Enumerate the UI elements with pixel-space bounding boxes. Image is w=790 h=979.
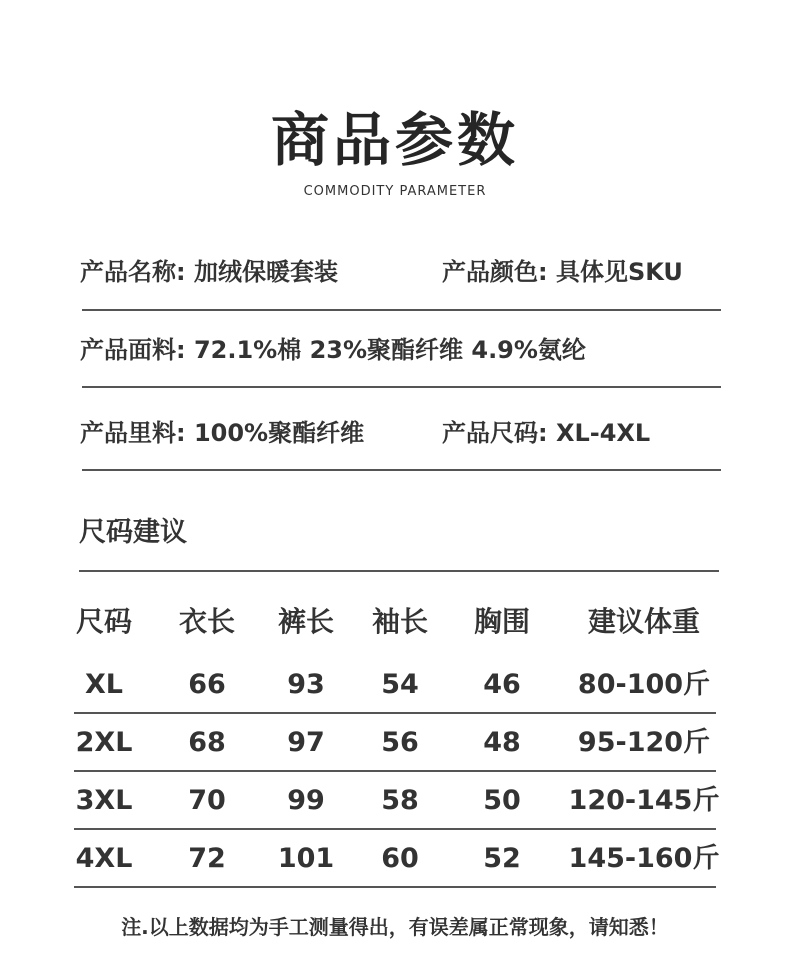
table-header-top-length: 衣长 [178, 605, 235, 638]
table-cell: 99 [287, 785, 325, 816]
table-cell: 97 [287, 727, 325, 758]
table-cell: 93 [287, 669, 325, 700]
table-cell: 60 [381, 843, 419, 874]
table-cell: 70 [188, 785, 226, 816]
table-cell: 120-145斤 [568, 785, 720, 816]
table-cell: 101 [277, 843, 335, 874]
table-cell: 52 [483, 843, 521, 874]
param-product-color: 产品颜色: 具体见SKU [442, 258, 683, 286]
param-product-name: 产品名称: 加绒保暖套装 [80, 258, 338, 286]
table-row-divider [74, 712, 716, 714]
table-cell: 56 [381, 727, 419, 758]
param-fabric: 产品面料: 72.1%棉 23%聚酯纤维 4.9%氨纶 [80, 336, 586, 364]
table-cell: 145-160斤 [568, 843, 720, 874]
size-section-title: 尺码建议 [79, 517, 187, 548]
table-cell: 2XL [75, 727, 133, 758]
table-cell: 72 [188, 843, 226, 874]
table-cell: 80-100斤 [577, 669, 711, 700]
table-row-divider [74, 828, 716, 830]
table-cell: 54 [381, 669, 419, 700]
table-cell: 95-120斤 [577, 727, 711, 758]
footer-note: 注.以上数据均为手工测量得出，有误差属正常现象，请知悉！ [121, 915, 669, 939]
table-header-sleeve-length: 袖长 [371, 605, 428, 638]
table-cell: 58 [381, 785, 419, 816]
page-subtitle: COMMODITY PARAMETER [303, 184, 487, 199]
table-header-chest: 胸围 [473, 605, 530, 638]
table-cell: 3XL [75, 785, 133, 816]
table-cell: 46 [483, 669, 521, 700]
table-header-weight: 建议体重 [587, 605, 700, 638]
table-cell: 4XL [75, 843, 133, 874]
page-title: 商品参数 [270, 106, 519, 174]
table-cell: 50 [483, 785, 521, 816]
table-cell: XL [84, 669, 124, 700]
table-row-divider [74, 886, 716, 888]
param-size-range: 产品尺码: XL-4XL [442, 419, 651, 447]
table-cell: 66 [188, 669, 226, 700]
table-header-pants-length: 裤长 [277, 605, 334, 638]
table-cell: 68 [188, 727, 226, 758]
table-row-divider [74, 770, 716, 772]
table-cell: 48 [483, 727, 521, 758]
table-header-size: 尺码 [75, 605, 132, 638]
param-lining: 产品里料: 100%聚酯纤维 [80, 419, 365, 447]
